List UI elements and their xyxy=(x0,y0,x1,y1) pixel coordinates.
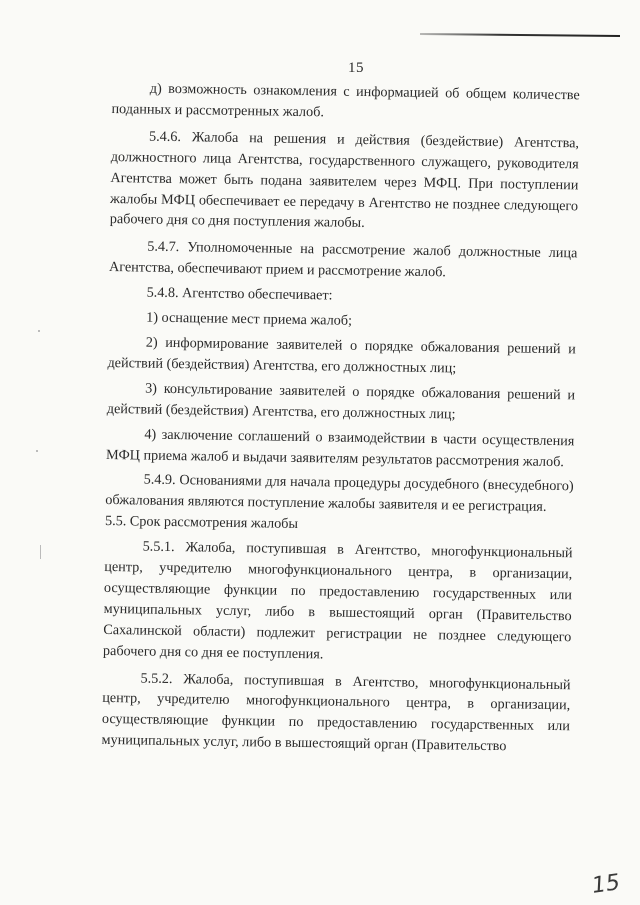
paragraph-5-4-7: 5.4.7. Уполномоченные на рассмотрение жалоб должностные лица Агентства, обеспечивают прием и рассмотрение жалоб. xyxy=(108,238,578,281)
handwritten-page-number: 15 xyxy=(590,870,622,899)
top-scan-line xyxy=(420,33,620,37)
section-title: 5.5. Срок рассмотрения жалобы xyxy=(104,513,299,533)
page-number: 15 xyxy=(348,60,364,76)
list-item-2: 2) информирование заявителей о порядке обжалования решений и действий (бездействия) Агентства, его должностных лиц; xyxy=(107,334,576,377)
document-body xyxy=(101,78,580,758)
margin-mark xyxy=(38,330,40,332)
paragraph-5-4-5-d: д) возможность ознакомления с информацией об общем количестве поданных и рассмотренных жалоб. xyxy=(111,80,580,121)
margin-mark xyxy=(36,450,38,452)
list-item-3: 3) консультирование заявителей о порядке обжалования решений и действий (бездействия) Агентства, его должностных лиц; xyxy=(106,380,576,423)
margin-mark xyxy=(40,545,41,559)
list-item-4: 4) заключение соглашений о взаимодействии в части осуществления МФЦ приема жалоб и выдачи заявителям результатов рассмотрения жалоб. xyxy=(105,426,575,470)
list-item-1: 1) оснащение мест приема жалоб; xyxy=(146,309,353,329)
paragraph-5-5-1: 5.5.1. Жалоба, поступившая в Агентство, многофункциональный центр, учредителю многофункционального центра, в организации, осуществляющие функции по предоставлению государственных или муниципальных услуг, либо в вышестоящий орган (Правительство Сахалинской области) подлежит регистрации не позднее следующего рабочего дня со дня ее поступления. xyxy=(102,538,573,663)
paragraph-5-4-6: 5.4.6. Жалоба на решения и действия (бездействие) Агентства, должностного лица Агентства, государственного служащего, руководителя Агентства может быть подана заявителем через МФЦ. При поступлении жалобы МФЦ обеспечивает ее передачу в Агентство не позднее следующего рабочего дня со дня поступления жалобы. xyxy=(109,128,580,232)
paragraph-5-4-8: 5.4.8. Агентство обеспечивает: xyxy=(146,284,333,304)
paragraph-5-4-9: 5.4.9. Основаниями для начала процедуры досудебного (внесудебного) обжалования являются поступление жалобы заявителя и ее регистрация. xyxy=(105,471,574,516)
paragraph-5-5-2: 5.5.2. Жалоба, поступившая в Агентство, многофункциональный центр, учредителю многофункционального центра, в организации, осуществляющие функции по предоставлению государственных или муниципальных услуг, либо в вышестоящий орган (Правительство xyxy=(101,670,571,755)
